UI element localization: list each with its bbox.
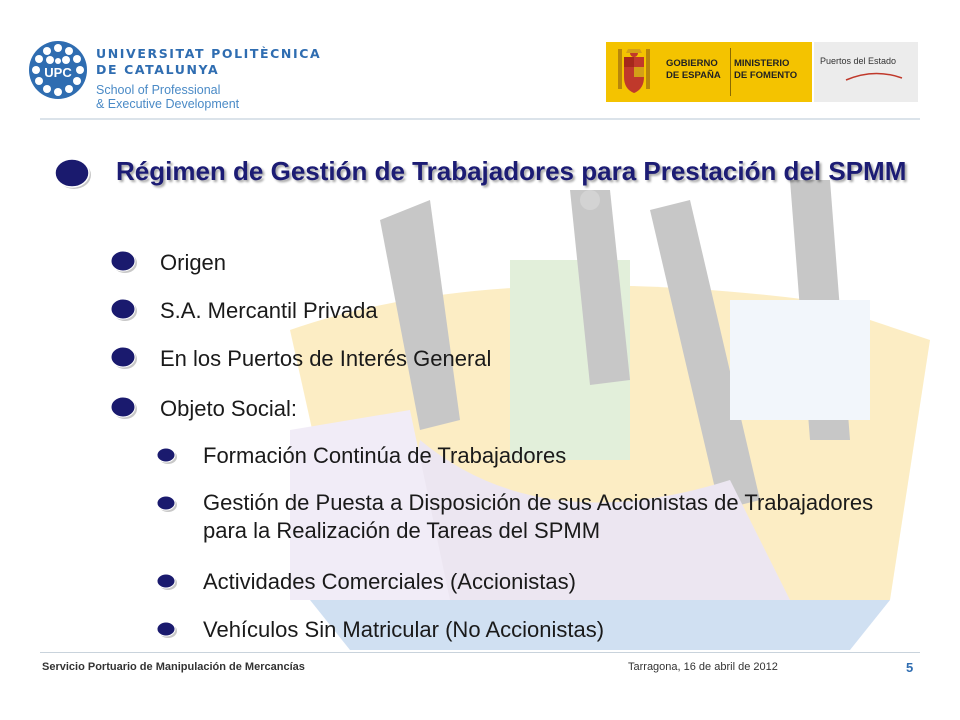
upc-logo — [28, 40, 88, 100]
upc-name — [96, 46, 321, 112]
puertos-del-estado-logo — [814, 42, 918, 102]
puertos-label: Puertos del Estado — [820, 56, 897, 66]
list-item-objeto-social: Objeto Social: — [160, 396, 297, 421]
page-number: 5 — [906, 660, 914, 675]
sub-item-formacion: Formación Continúa de Trabajadores — [203, 443, 567, 468]
sub-item-actividades: Actividades Comerciales (Accionistas) — [203, 569, 576, 594]
slide-title: Régimen de Gestión de Trabajadores para Prestación del SPMM — [116, 156, 907, 186]
gobierno-label — [666, 58, 721, 82]
header-divider — [40, 118, 920, 120]
sub-item-gestion: Gestión de Puesta a Disposición de sus Accionistas de Trabajadores para la Realización de Tareas del SPMM — [203, 490, 874, 543]
sub-bullet-icon — [156, 494, 178, 514]
bullet-icon — [110, 298, 138, 322]
upc-logo-label: UPC — [44, 65, 72, 80]
sub-bullet-icon — [156, 446, 178, 466]
list-item-origen: Origen — [160, 250, 227, 275]
gobierno-logo — [606, 42, 812, 102]
footer-date: Tarragona, 16 de abril de 2012 — [628, 661, 778, 673]
sub-bullet-icon — [156, 620, 178, 640]
ministerio-label — [734, 58, 797, 82]
gobierno-line2: DE ESPAÑA — [666, 70, 721, 81]
bullet-icon — [110, 396, 138, 420]
title-bullet-icon — [54, 158, 92, 190]
gobierno-line1: GOBIERNO — [666, 58, 718, 69]
upc-name-line2: DE CATALUNYA — [96, 62, 220, 77]
upc-name-line1: UNIVERSITAT POLITÈCNICA — [96, 46, 322, 61]
list-item-puertos: En los Puertos de Interés General — [160, 346, 492, 371]
gov-divider — [730, 48, 731, 96]
upc-school-line2: & Executive Development — [96, 97, 240, 111]
list-item-mercantil: S.A. Mercantil Privada — [160, 298, 378, 323]
sub-item-vehiculos: Vehículos Sin Matricular (No Accionistas) — [203, 617, 605, 642]
bullet-icon — [110, 250, 138, 274]
footer-divider — [40, 652, 920, 653]
coat-of-arms-icon — [614, 47, 654, 97]
swoosh-icon — [844, 70, 904, 84]
ministerio-line1: MINISTERIO — [734, 58, 790, 69]
upc-school-line1: School of Professional — [96, 83, 221, 97]
bullet-icon — [110, 346, 138, 370]
sub-bullet-icon — [156, 572, 178, 592]
ministerio-line2: DE FOMENTO — [734, 70, 798, 81]
footer-service-name: Servicio Portuario de Manipulación de Mercancías — [42, 661, 305, 673]
